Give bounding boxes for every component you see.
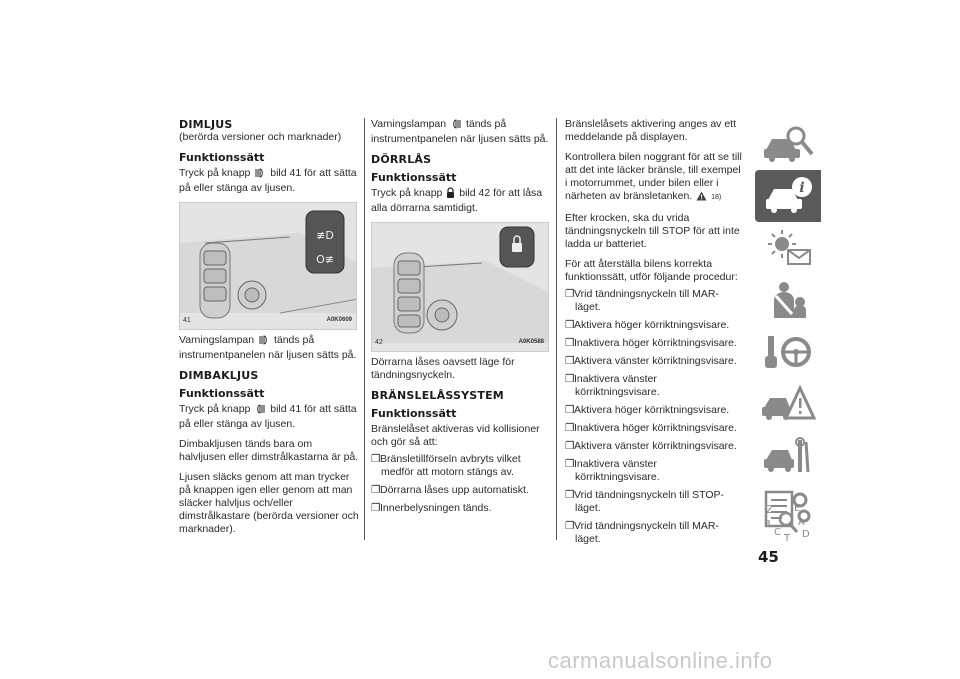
warning-light-envelope-icon bbox=[760, 226, 816, 270]
procedure-step: ❒Aktivera vänster körriktningsvisare. bbox=[565, 355, 737, 367]
car-wrench-icon bbox=[760, 434, 816, 478]
svg-text:D: D bbox=[802, 529, 810, 540]
warning-triangle-icon bbox=[696, 191, 707, 205]
figure-number: 41 bbox=[183, 317, 191, 324]
paragraph: Tryck på knapp bild 41 för att sätta på eller stänga av ljusen. bbox=[179, 167, 357, 194]
svg-text:O≢: O≢ bbox=[316, 253, 334, 266]
tab-safety[interactable] bbox=[755, 274, 821, 326]
subsection-title: Funktionssätt bbox=[371, 171, 457, 184]
paragraph: Dörrarna låses oavsett läge för tändningsnyckeln. bbox=[371, 356, 515, 381]
figure-41 bbox=[179, 202, 357, 330]
paragraph: Varningslampan tänds på instrumentpanelen när ljusen sätts på. bbox=[371, 118, 549, 145]
checkbox-glyph: ❒ bbox=[565, 373, 575, 385]
svg-text:E: E bbox=[794, 503, 801, 514]
lock-icon bbox=[446, 187, 455, 202]
fog-light-warning-icon bbox=[258, 335, 270, 349]
tab-starting-driving[interactable] bbox=[755, 326, 821, 378]
checkbox-glyph: ❒ bbox=[565, 404, 575, 416]
checkbox-glyph: ❒ bbox=[565, 458, 575, 470]
paragraph: Efter krocken, ska du vrida tändningsnyckeln till STOP för att inte ladda ur batteriet. bbox=[565, 212, 740, 250]
procedure-step: ❒Aktivera höger körriktningsvisare. bbox=[565, 404, 730, 416]
tab-index[interactable] bbox=[755, 498, 821, 544]
procedure-step: ❒Aktivera höger körriktningsvisare. bbox=[565, 319, 730, 331]
list-item: ❒Dörrarna låses upp automatiskt. bbox=[371, 484, 529, 496]
section-title-dorrlas: DÖRRLÅS bbox=[371, 153, 432, 166]
procedure-step: ❒Inaktivera vänster körriktningsvisare. bbox=[565, 373, 660, 398]
seatbelt-person-icon bbox=[760, 278, 816, 322]
procedure-step: ❒Aktivera vänster körriktningsvisare. bbox=[565, 440, 737, 452]
index-letters: Z bbox=[766, 503, 774, 516]
key-steering-wheel-icon bbox=[760, 330, 816, 374]
column-divider bbox=[364, 118, 365, 540]
checkbox-glyph: ❒ bbox=[565, 355, 575, 367]
section-title-dimbakljus: DIMBAKLJUS bbox=[179, 369, 259, 382]
paragraph: Bränslelåset aktiveras vid kollisioner och gör så att: bbox=[371, 423, 540, 448]
column-divider bbox=[556, 118, 557, 540]
car-crash-warning-icon bbox=[760, 382, 816, 426]
procedure-step: ❒Vrid tändningsnyckeln till MAR-läget. bbox=[565, 520, 719, 545]
figure-number: 42 bbox=[375, 339, 383, 346]
checkbox-glyph: ❒ bbox=[565, 440, 575, 452]
paragraph: Tryck på knapp bild 41 för att sätta på eller stänga av ljusen. bbox=[179, 403, 357, 430]
tab-car-info[interactable] bbox=[755, 170, 821, 222]
paragraph: Dimbakljusen tänds bara om halvljusen eller dimstrålkastarna är på. bbox=[179, 438, 359, 463]
footnote-ref: 18) bbox=[711, 194, 722, 201]
column-2 bbox=[371, 118, 549, 520]
paragraph: För att återställa bilens korrekta funktionssätt, utför följande procedur: bbox=[565, 258, 738, 283]
list-item: ❒Bränsletillförseln avbryts vilket medför att motorn stängs av. bbox=[371, 453, 521, 478]
chapter-sidebar bbox=[755, 118, 821, 540]
subsection-title: Funktionssätt bbox=[371, 407, 457, 420]
figure-code: A0K0609 bbox=[326, 317, 352, 323]
car-search-icon bbox=[760, 122, 816, 166]
subsection-title: Funktionssätt bbox=[179, 387, 265, 400]
paragraph: Kontrollera bilen noggrant för att se till att det inte läcker bränsle, till exempel i motorrummet, under bilen eller i närheten av bränsletanken. 18) bbox=[565, 151, 743, 205]
svg-text:B: B bbox=[764, 519, 771, 530]
svg-text:A: A bbox=[798, 517, 805, 528]
paragraph: Tryck på knapp bild 42 för att låsa alla dörrarna samtidigt. bbox=[371, 187, 543, 214]
checkbox-glyph: ❒ bbox=[565, 422, 575, 434]
tab-car-search[interactable] bbox=[755, 118, 821, 170]
car-info-icon bbox=[760, 174, 816, 218]
subsection-title: Funktionssätt bbox=[179, 151, 265, 164]
checkbox-glyph: ❒ bbox=[371, 502, 381, 514]
tab-maintenance[interactable] bbox=[755, 430, 821, 482]
procedure-step: ❒Inaktivera höger körriktningsvisare. bbox=[565, 422, 737, 434]
figure-code: A0K0588 bbox=[518, 339, 544, 345]
section-note: (berörda versioner och marknader) bbox=[179, 131, 342, 143]
procedure-step: ❒Vrid tändningsnyckeln till STOP-läget. bbox=[565, 489, 724, 514]
checkbox-glyph: ❒ bbox=[565, 489, 575, 501]
checkbox-glyph: ❒ bbox=[565, 520, 575, 532]
section-title-dimljus: DIMLJUS bbox=[179, 118, 233, 131]
svg-text:≢D: ≢D bbox=[316, 229, 334, 242]
column-3 bbox=[565, 118, 743, 551]
checkbox-glyph: ❒ bbox=[565, 337, 575, 349]
column-1 bbox=[179, 118, 359, 543]
page-number: 45 bbox=[758, 548, 779, 566]
checkbox-glyph: ❒ bbox=[371, 484, 381, 496]
svg-text:i: i bbox=[799, 180, 805, 196]
alphabet-index-search-icon bbox=[760, 499, 816, 543]
fog-light-icon bbox=[254, 168, 266, 182]
procedure-step: ❒Inaktivera höger körriktningsvisare. bbox=[565, 337, 737, 349]
svg-text:T: T bbox=[784, 533, 791, 543]
section-title-branslelassystem: BRÄNSLELÅSSYSTEM bbox=[371, 389, 504, 402]
paragraph: Bränslelåsets aktivering anges av ett meddelande på displayen. bbox=[565, 118, 737, 143]
rear-fog-light-icon bbox=[254, 404, 266, 418]
checkbox-glyph: ❒ bbox=[371, 453, 381, 465]
svg-text:C: C bbox=[774, 527, 781, 538]
tab-warning-lights[interactable] bbox=[755, 222, 821, 274]
procedure-step: ❒Vrid tändningsnyckeln till MAR-läget. bbox=[565, 288, 719, 313]
watermark: carmanualsonline.info bbox=[548, 648, 773, 673]
tab-emergency[interactable] bbox=[755, 378, 821, 430]
rear-fog-light-warning-icon bbox=[450, 119, 462, 133]
checkbox-glyph: ❒ bbox=[565, 319, 575, 331]
list-item: ❒Innerbelysningen tänds. bbox=[371, 502, 492, 514]
paragraph: Varningslampan tänds på instrumentpanelen när ljusen sätts på. bbox=[179, 334, 357, 361]
paragraph: Ljusen släcks genom att man trycker på knappen igen eller genom att man släcker halvljus och/eller dimstrålkastare (berörda versioner och marknader). bbox=[179, 471, 359, 535]
figure-42 bbox=[371, 222, 549, 352]
procedure-step: ❒Inaktivera vänster körriktningsvisare. bbox=[565, 458, 660, 483]
checkbox-glyph: ❒ bbox=[565, 288, 575, 300]
